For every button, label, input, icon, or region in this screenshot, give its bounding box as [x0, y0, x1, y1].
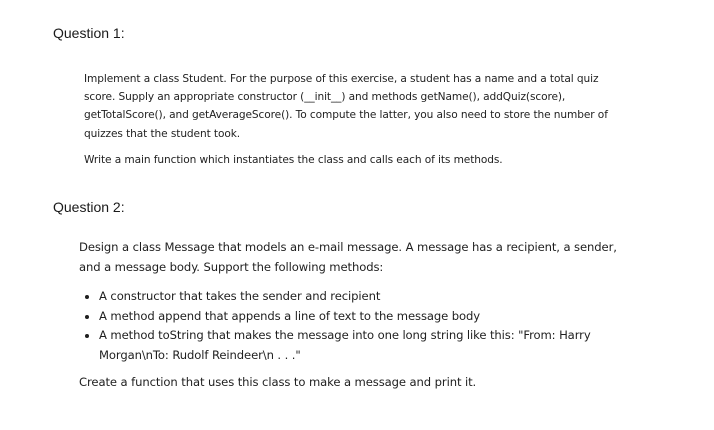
list-item — [79, 287, 599, 307]
bullet-icon — [85, 334, 89, 338]
question-2-title: Question 2: — [53, 199, 125, 215]
list-item — [79, 326, 599, 365]
question-1-title: Question 1: — [53, 25, 125, 41]
question-2-instruction: Create a function that uses this class to make a message and print it. — [79, 375, 477, 389]
list-item-text: A method toString that makes the message into one long string like this: "From: Harry Morgan\nTo: Rudolf Reindeer\n . . ." — [99, 328, 591, 362]
bullet-icon — [85, 315, 89, 319]
list-item-text: A method append that appends a line of text to the message body — [99, 308, 481, 323]
bullet-icon — [85, 295, 89, 299]
question-2-method-list — [79, 287, 599, 365]
list-item-text: A constructor that takes the sender and recipient — [99, 289, 381, 303]
question-1-instruction: Write a main function which instantiates the class and calls each of its methods. — [84, 154, 503, 166]
list-item — [79, 307, 599, 327]
question-1-description: Implement a class Student. For the purpose of this exercise, a student has a name and a total quiz score. Supply an appropriate constructor (__init__) and methods getName(), addQuiz(score), getTotalScore(), and getAverageScore(). To compute the latter, you also need to store the number of quizzes that the student took. — [84, 73, 608, 140]
question-2-description: Design a class Message that models an e-mail message. A message has a recipient, a sender, and a message body. Support the following methods: — [79, 240, 617, 274]
